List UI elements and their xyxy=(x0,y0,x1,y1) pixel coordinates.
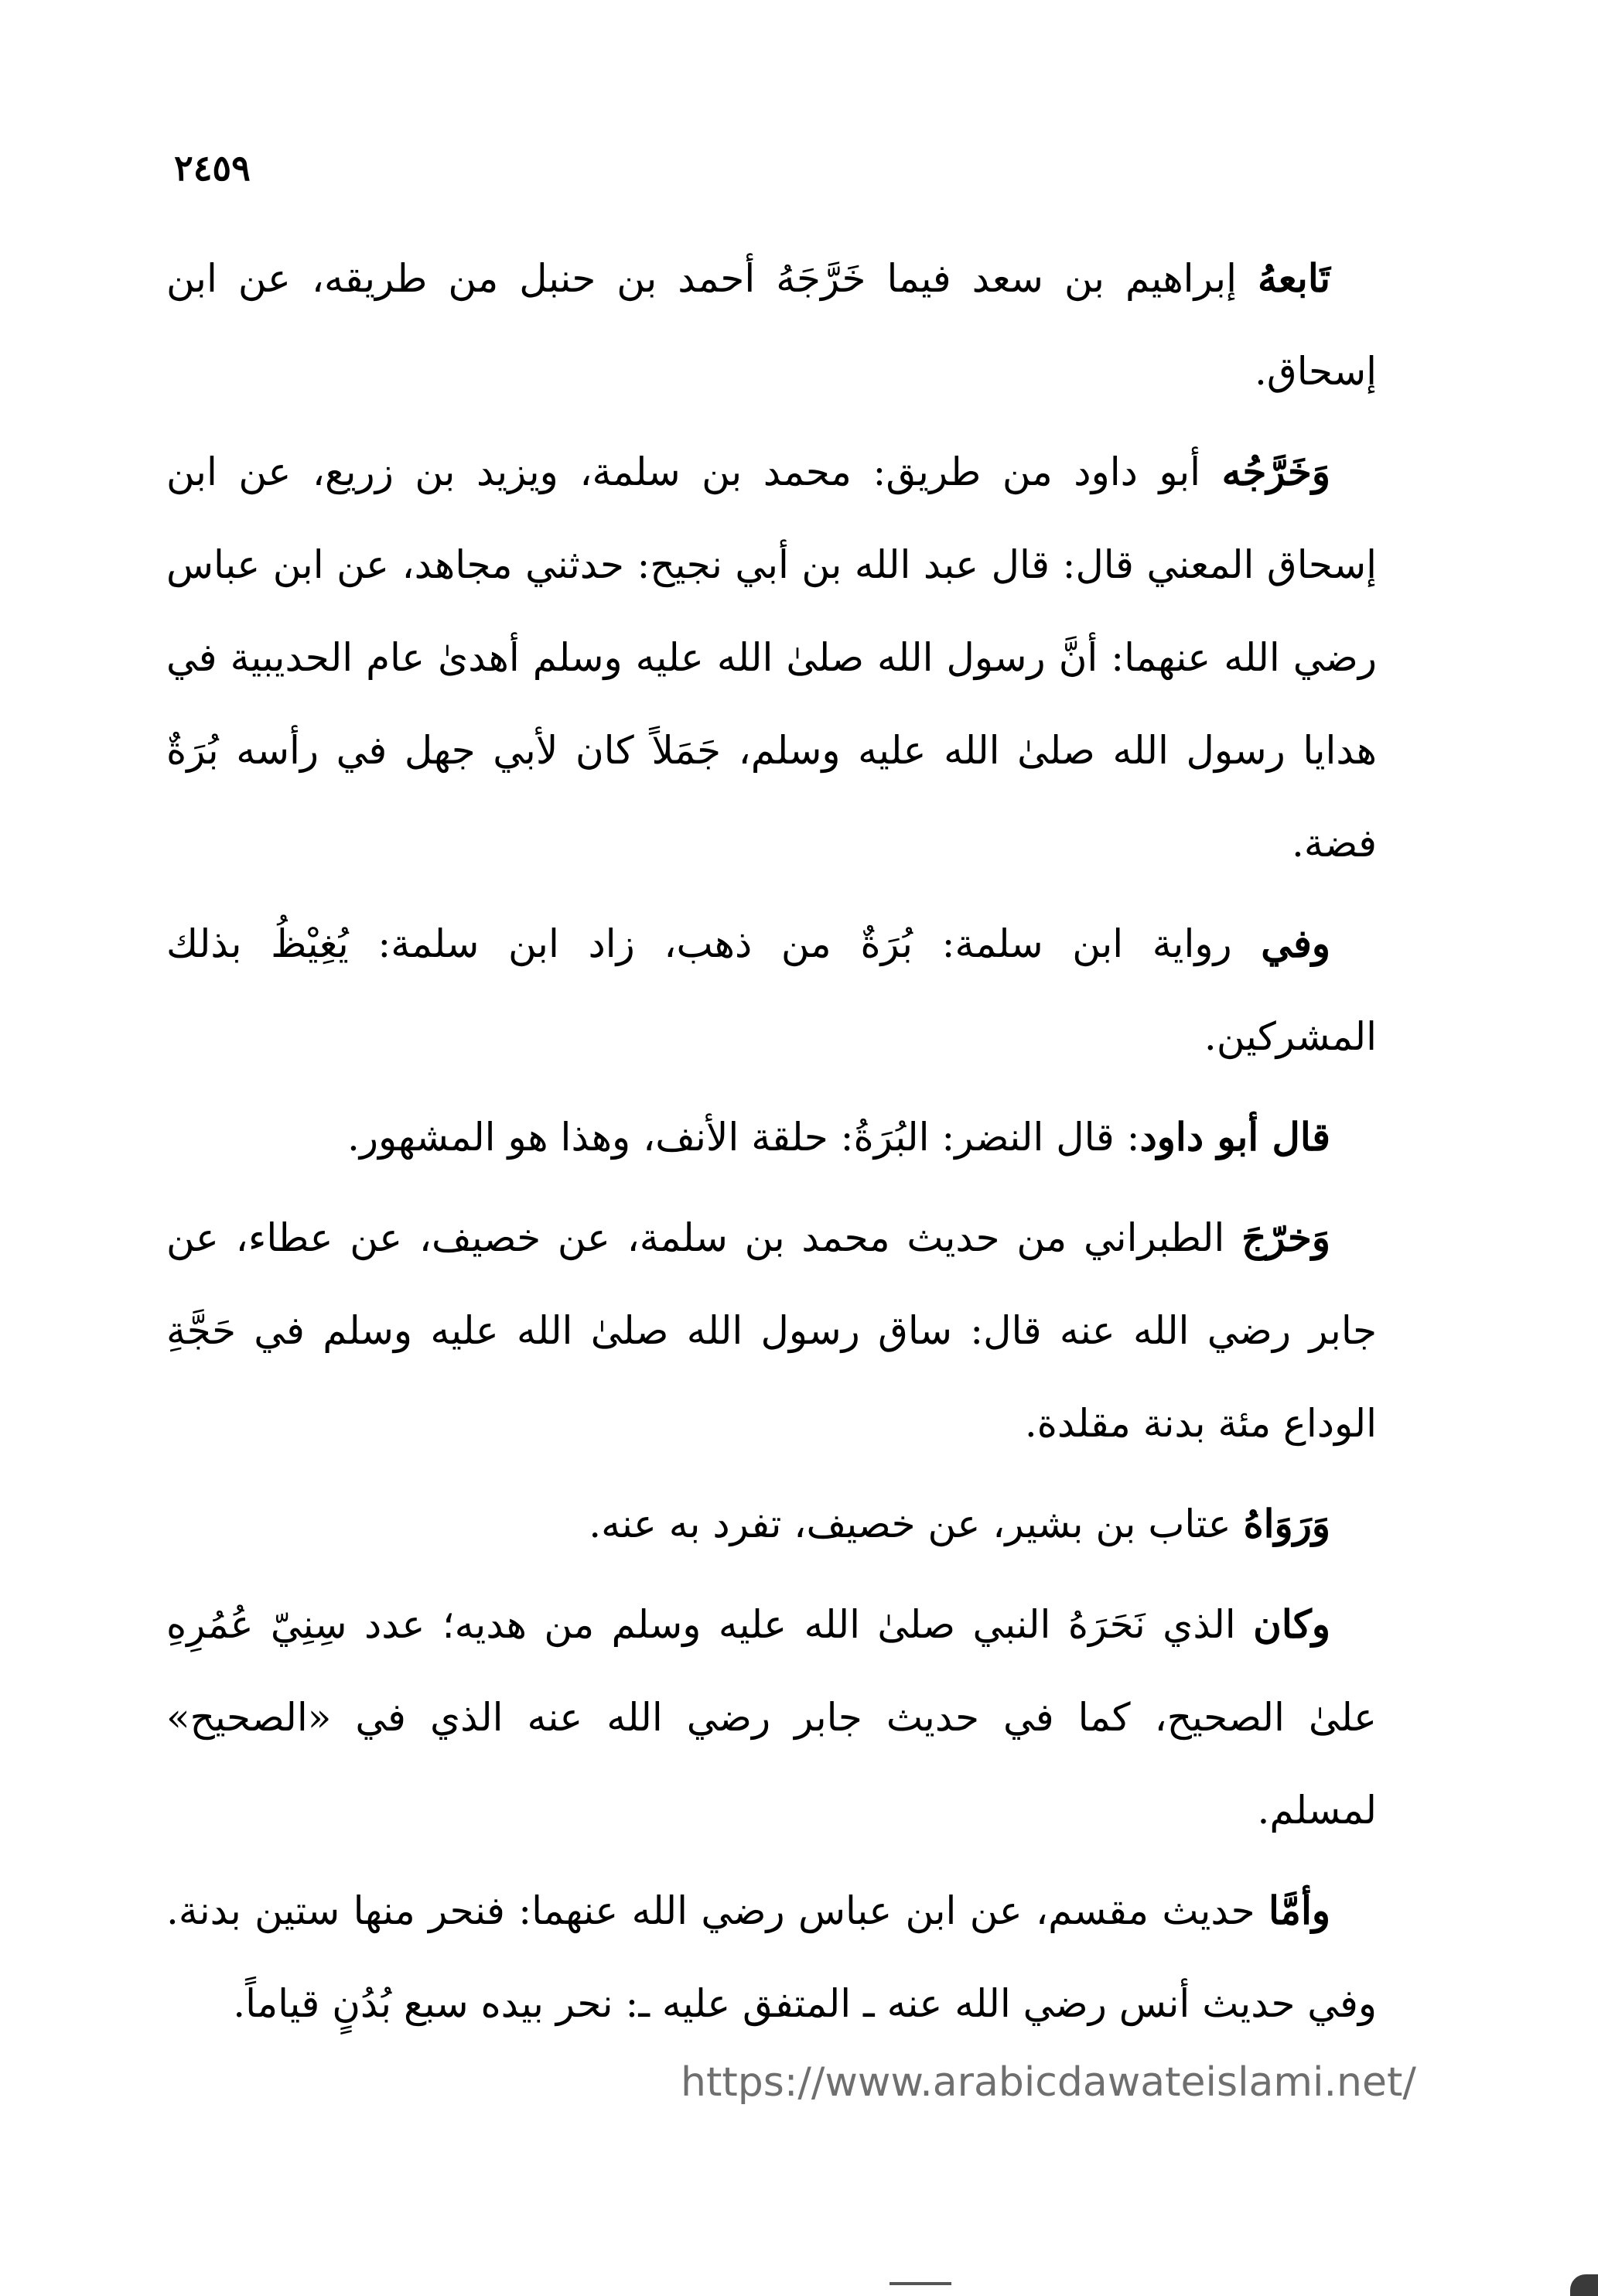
watermark-url: https://www.arabicdawateislami.net/ xyxy=(681,2059,1416,2106)
paragraph-8 xyxy=(166,1864,1377,2050)
page-number: ٢٤٥٩ xyxy=(174,147,251,189)
paragraph-text: رواية ابن سلمة: بُرَةٌ من ذهب، زاد ابن سلمة: يُغِيْظُ بذلك المشركين. xyxy=(166,921,1377,1059)
paragraph-lead: وَخَرَّجُه xyxy=(1221,449,1330,494)
paragraph-2 xyxy=(166,425,1377,890)
paragraph-text: أبو داود من طريق: محمد بن سلمة، ويزيد بن زريع، عن ابن إسحاق المعني قال: قال عبد الله بن أبي نجيح: حدثني مجاهد، عن ابن عباس رضي الله عنهما: أنَّ رسول الله صلىٰ الله عليه وسلم أهدىٰ عام الحديبية في هدايا رسول الله صلىٰ الله عليه وسلم، جَمَلاً كان لأبي جهل في رأسه بُرَةٌ فضة. xyxy=(166,449,1377,866)
paragraph-lead: وأمَّا xyxy=(1268,1888,1330,1933)
page-edge-mark xyxy=(1570,2274,1598,2296)
paragraph-text: الذي نَحَرَهُ النبي صلىٰ الله عليه وسلم من هديه؛ عدد سِنِيّ عُمُرِهِ علىٰ الصحيح، كما في حديث جابر رضي الله عنه الذي في «الصحيح» لمسلم. xyxy=(166,1602,1377,1833)
paragraph-lead: وفي xyxy=(1261,921,1330,966)
paragraph-4 xyxy=(166,1091,1377,1184)
body-text xyxy=(166,232,1377,2050)
paragraph-5 xyxy=(166,1191,1377,1470)
paragraph-1 xyxy=(166,232,1377,418)
paragraph-text: الطبراني من حديث محمد بن سلمة، عن خصيف، عن عطاء، عن جابر رضي الله عنه قال: ساق رسول الله صلىٰ الله عليه وسلم في حَجَّةِ الوداع مئة بدنة مقلدة. xyxy=(166,1215,1377,1446)
paragraph-text: إبراهيم بن سعد فيما خَرَّجَهُ أحمد بن حنبل من طريقه، عن ابن إسحاق. xyxy=(166,256,1377,394)
paragraph-7 xyxy=(166,1578,1377,1857)
paragraph-lead: تَابعهُ xyxy=(1258,255,1330,301)
paragraph-lead: وَرَوَاهُ xyxy=(1243,1501,1330,1546)
paragraph-lead: وكان xyxy=(1253,1601,1330,1647)
paragraph-3 xyxy=(166,897,1377,1083)
paragraph-6 xyxy=(166,1478,1377,1570)
paragraph-lead: قال أبو داود xyxy=(1139,1114,1330,1160)
scan-mark xyxy=(889,2282,951,2285)
paragraph-lead: وَخرّجَ xyxy=(1241,1215,1330,1260)
paragraph-text: عتاب بن بشير، عن خصيف، تفرد به عنه. xyxy=(589,1502,1244,1546)
paragraph-text: حديث مقسم، عن ابن عباس رضي الله عنهما: فنحر منها ستين بدنة. وفي حديث أنس رضي الله عنه ـ المتفق عليه ـ: نحر بيده سبع بُدُنٍ قياماً. xyxy=(166,1888,1377,2026)
paragraph-text: : قال النضر: البُرَةُ: حلقة الأنف، وهذا هو المشهور. xyxy=(347,1115,1140,1160)
